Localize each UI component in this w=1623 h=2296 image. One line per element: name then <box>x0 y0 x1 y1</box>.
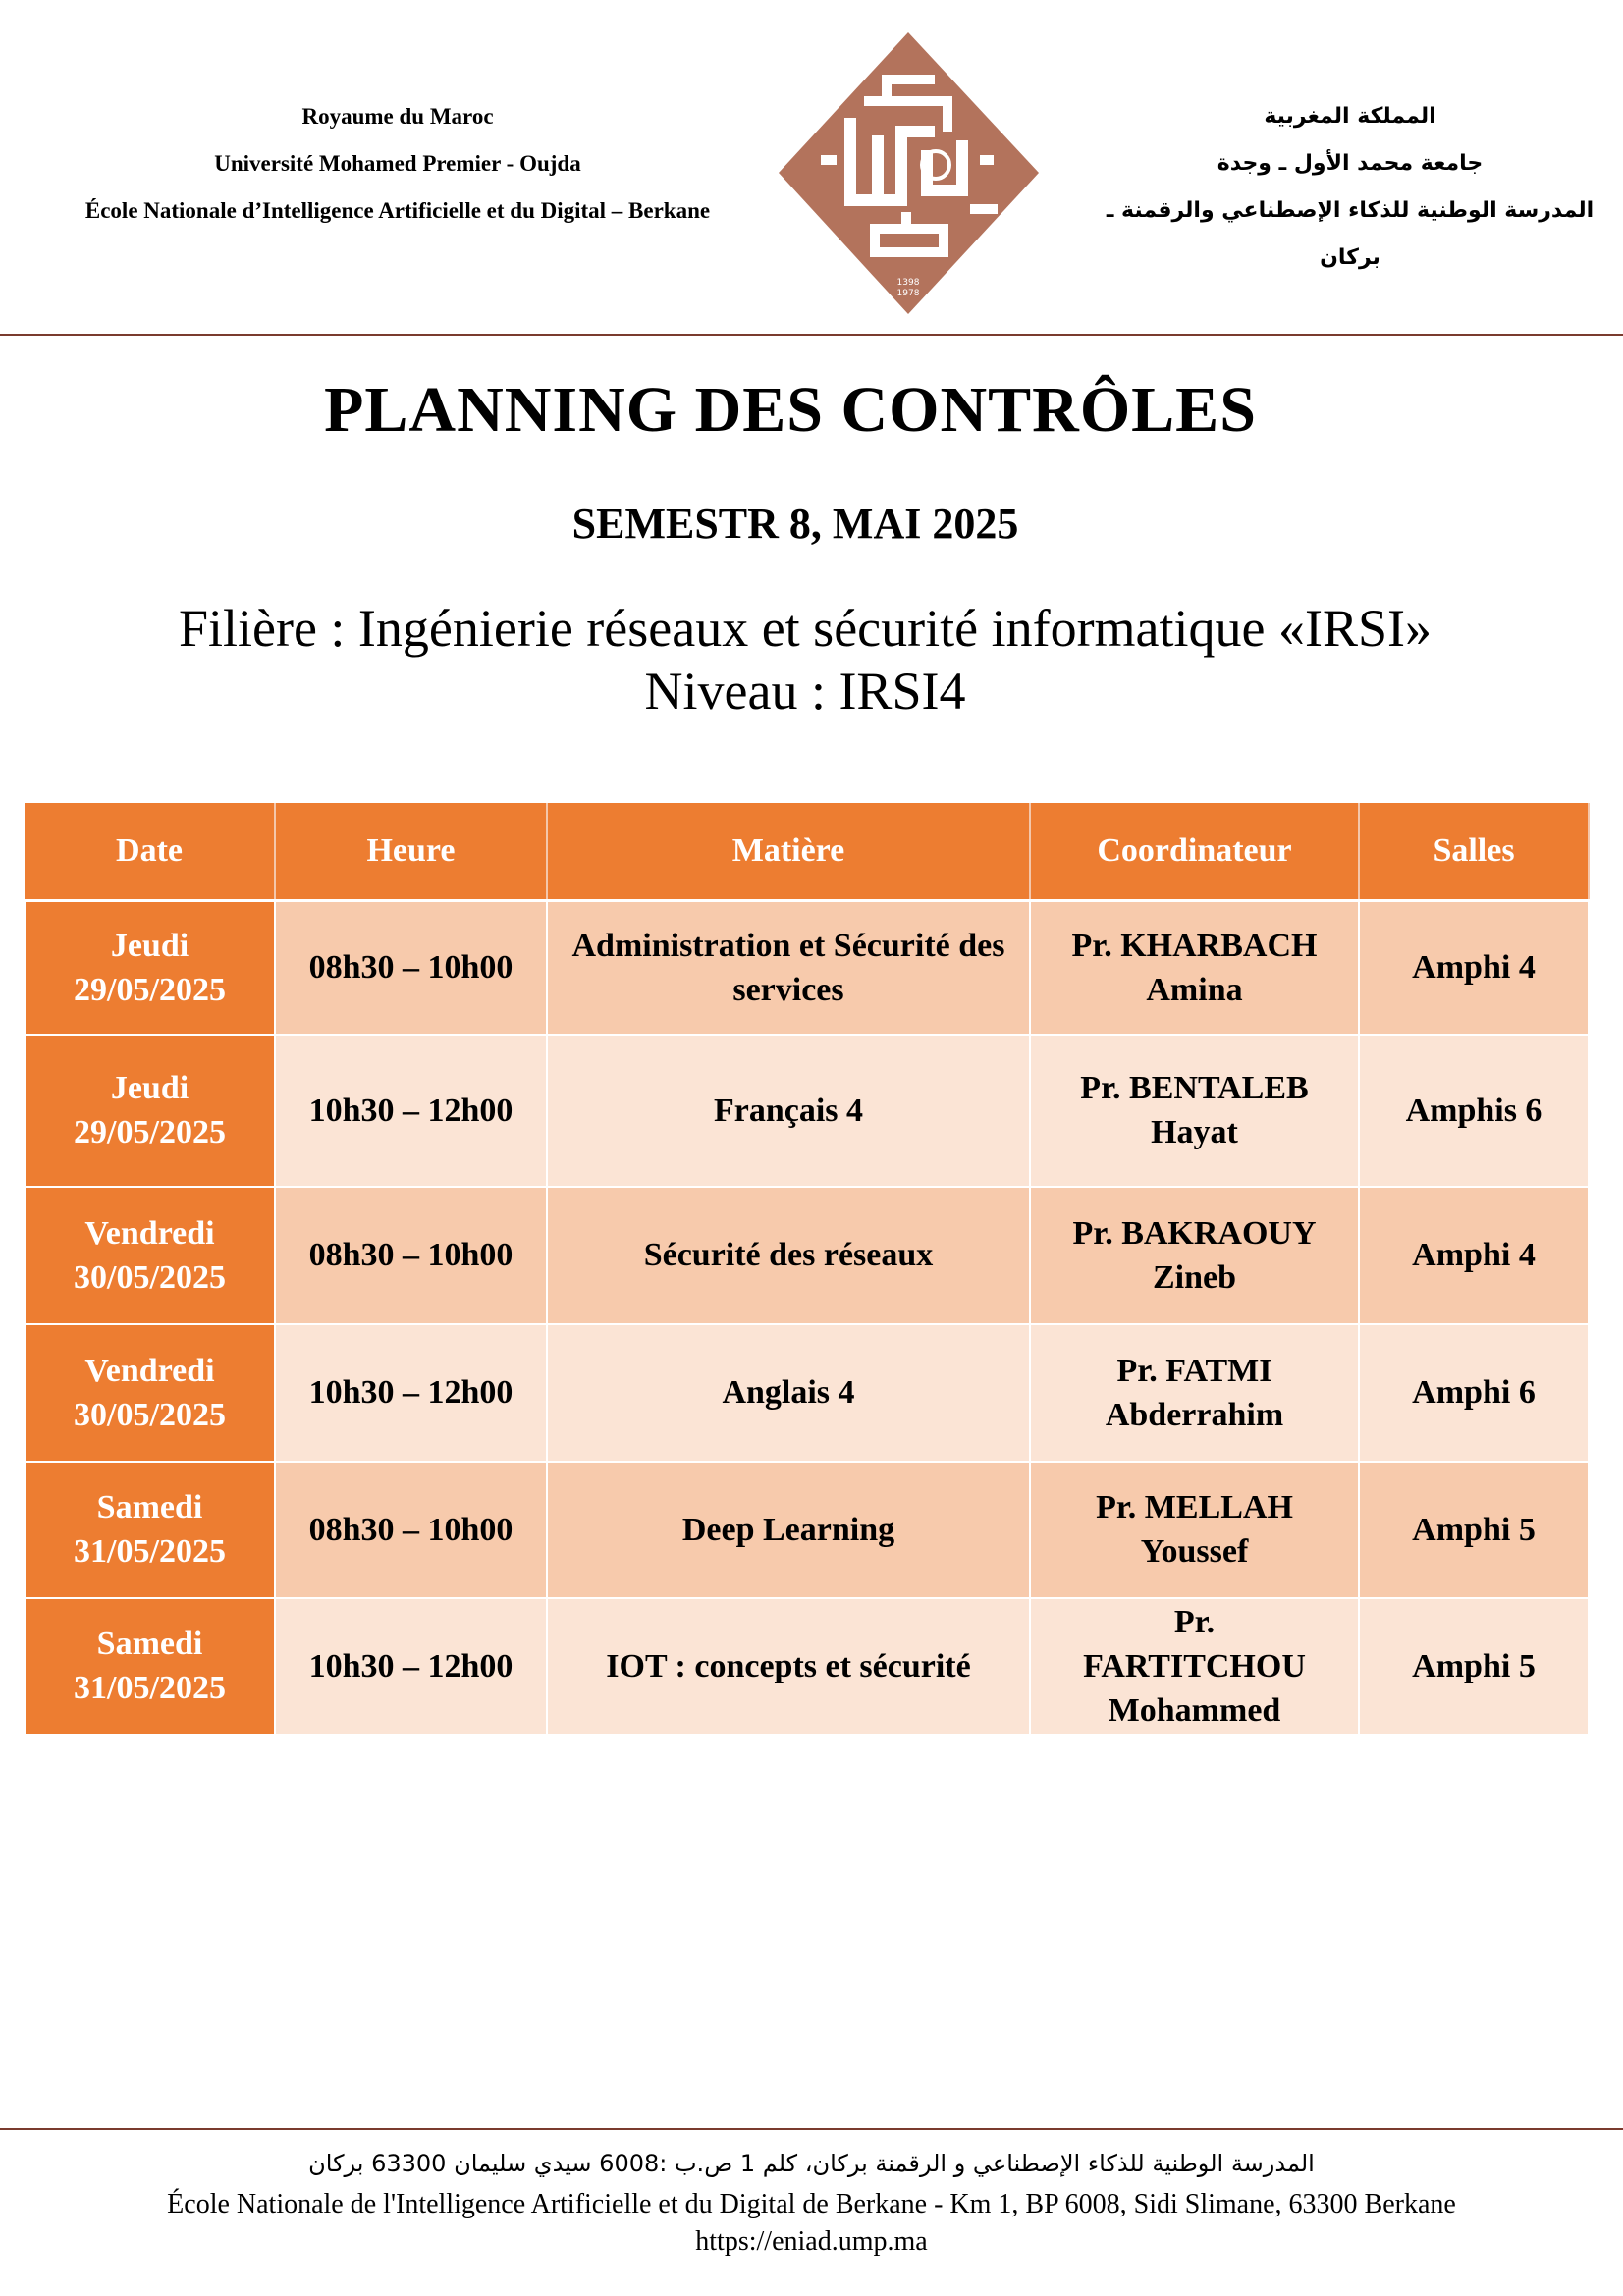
header-heure: Heure <box>275 803 547 901</box>
coord-line: Amina <box>1146 971 1243 1008</box>
table-row <box>25 1598 1589 1735</box>
date-text: 31/05/2025 <box>74 1670 226 1706</box>
matiere-cell: Français 4 <box>547 1035 1030 1187</box>
table-row <box>25 1324 1589 1462</box>
date-cell <box>25 1462 275 1598</box>
header-right-line-1: المملكة المغربية <box>1264 104 1436 129</box>
header-left <box>20 93 776 235</box>
coord-line: Pr. BENTALEB <box>1080 1070 1309 1106</box>
header-date: Date <box>25 803 275 901</box>
coordinateur-cell <box>1030 1035 1359 1187</box>
table-header-row <box>25 803 1589 901</box>
salle-cell: Amphi 4 <box>1359 901 1589 1035</box>
date-text: 30/05/2025 <box>74 1396 226 1433</box>
header-right-line-3: المدرسة الوطنية للذكاء الإصطناعي والرقمنة ـ بركان <box>1106 198 1595 270</box>
logo-year-1: 1398 <box>896 278 920 288</box>
day-text: Vendredi <box>84 1352 215 1389</box>
coordinateur-cell <box>1030 1462 1359 1598</box>
date-text: 29/05/2025 <box>74 1114 226 1150</box>
date-text: 31/05/2025 <box>74 1533 226 1570</box>
date-cell <box>25 1035 275 1187</box>
day-text: Samedi <box>96 1489 203 1525</box>
coord-line: Pr. FATMI <box>1116 1352 1272 1389</box>
table-row <box>25 1035 1589 1187</box>
matiere-cell: IOT : concepts et sécurité <box>547 1598 1030 1735</box>
salle-cell: Amphis 6 <box>1359 1035 1589 1187</box>
header-coordinateur: Coordinateur <box>1030 803 1359 901</box>
footer-divider <box>0 2128 1623 2130</box>
page-title: PLANNING DES CONTRÔLES <box>324 374 1257 446</box>
footer-arabic: المدرسة الوطنية للذكاء الإصطناعي و الرقمنة بركان، كلم 1 ص.ب :6008 سيدي سليمان 63300 بركان <box>308 2150 1315 2177</box>
table-row <box>25 1462 1589 1598</box>
header-right <box>1100 93 1600 282</box>
niveau-line: Niveau : IRSI4 <box>644 662 966 721</box>
coord-line: Pr. <box>1173 1603 1216 1640</box>
coord-line: Pr. MELLAH <box>1096 1489 1293 1525</box>
header-salles: Salles <box>1359 803 1589 901</box>
footer-address: École Nationale de l'Intelligence Artificielle et du Digital de Berkane - Km 1, BP 6008, Sidi Slimane, 63300 Berkane <box>167 2189 1456 2219</box>
coord-line: Hayat <box>1151 1114 1238 1150</box>
header-divider <box>0 334 1623 336</box>
heure-cell: 08h30 – 10h00 <box>275 901 547 1035</box>
matiere-cell: Sécurité des réseaux <box>547 1187 1030 1324</box>
salle-cell: Amphi 5 <box>1359 1598 1589 1735</box>
heure-cell: 10h30 – 12h00 <box>275 1035 547 1187</box>
program-info <box>0 597 1610 722</box>
coord-line: Pr. BAKRAOUY <box>1072 1214 1317 1252</box>
salle-cell: Amphi 4 <box>1359 1187 1589 1324</box>
matiere-cell: Anglais 4 <box>547 1324 1030 1462</box>
date-cell <box>25 1324 275 1462</box>
date-text: 30/05/2025 <box>74 1258 226 1296</box>
header-left-line-1: Royaume du Maroc <box>301 104 494 129</box>
coord-line: FARTITCHOU <box>1083 1647 1306 1684</box>
table-row <box>25 1187 1589 1324</box>
heure-cell: 08h30 – 10h00 <box>275 1462 547 1598</box>
day-text: Vendredi <box>84 1214 215 1252</box>
coordinateur-cell <box>1030 1187 1359 1324</box>
date-cell <box>25 901 275 1035</box>
coord-line: Zineb <box>1152 1258 1237 1296</box>
matiere-cell: Deep Learning <box>547 1462 1030 1598</box>
footer-url[interactable]: https://eniad.ump.ma <box>695 2226 928 2257</box>
logo-year-2: 1978 <box>896 289 920 298</box>
day-text: Jeudi <box>110 1070 189 1106</box>
coordinateur-cell <box>1030 1598 1359 1735</box>
day-text: Jeudi <box>110 927 189 964</box>
day-text: Samedi <box>96 1626 203 1662</box>
page-subtitle: SEMESTR 8, MAI 2025 <box>571 500 1019 548</box>
header-left-line-2: Université Mohamed Premier - Oujda <box>214 151 581 176</box>
coord-line: Youssef <box>1140 1533 1249 1570</box>
header-right-line-2: جامعة محمد الأول ـ وجدة <box>1217 151 1484 176</box>
date-text: 29/05/2025 <box>74 971 226 1008</box>
filiere-line: Filière : Ingénierie réseaux et sécurité informatique «IRSI» <box>178 599 1433 658</box>
coordinateur-cell <box>1030 1324 1359 1462</box>
salle-cell: Amphi 6 <box>1359 1324 1589 1462</box>
salle-cell: Amphi 5 <box>1359 1462 1589 1598</box>
date-cell <box>25 1598 275 1735</box>
coord-line: Mohammed <box>1108 1691 1281 1729</box>
heure-cell: 10h30 – 12h00 <box>275 1598 547 1735</box>
coordinateur-cell <box>1030 901 1359 1035</box>
header-left-line-3: École Nationale d’Intelligence Artificielle et du Digital – Berkane <box>84 198 711 223</box>
heure-cell: 10h30 – 12h00 <box>275 1324 547 1462</box>
table-row <box>25 901 1589 1035</box>
date-cell <box>25 1187 275 1324</box>
university-logo <box>774 27 1044 322</box>
coord-line: Abderrahim <box>1105 1396 1284 1433</box>
heure-cell: 08h30 – 10h00 <box>275 1187 547 1324</box>
schedule-table <box>24 803 1590 1735</box>
matiere-cell: Administration et Sécurité des services <box>547 901 1030 1035</box>
header-matiere: Matière <box>547 803 1030 901</box>
coord-line: Pr. KHARBACH <box>1071 927 1318 964</box>
